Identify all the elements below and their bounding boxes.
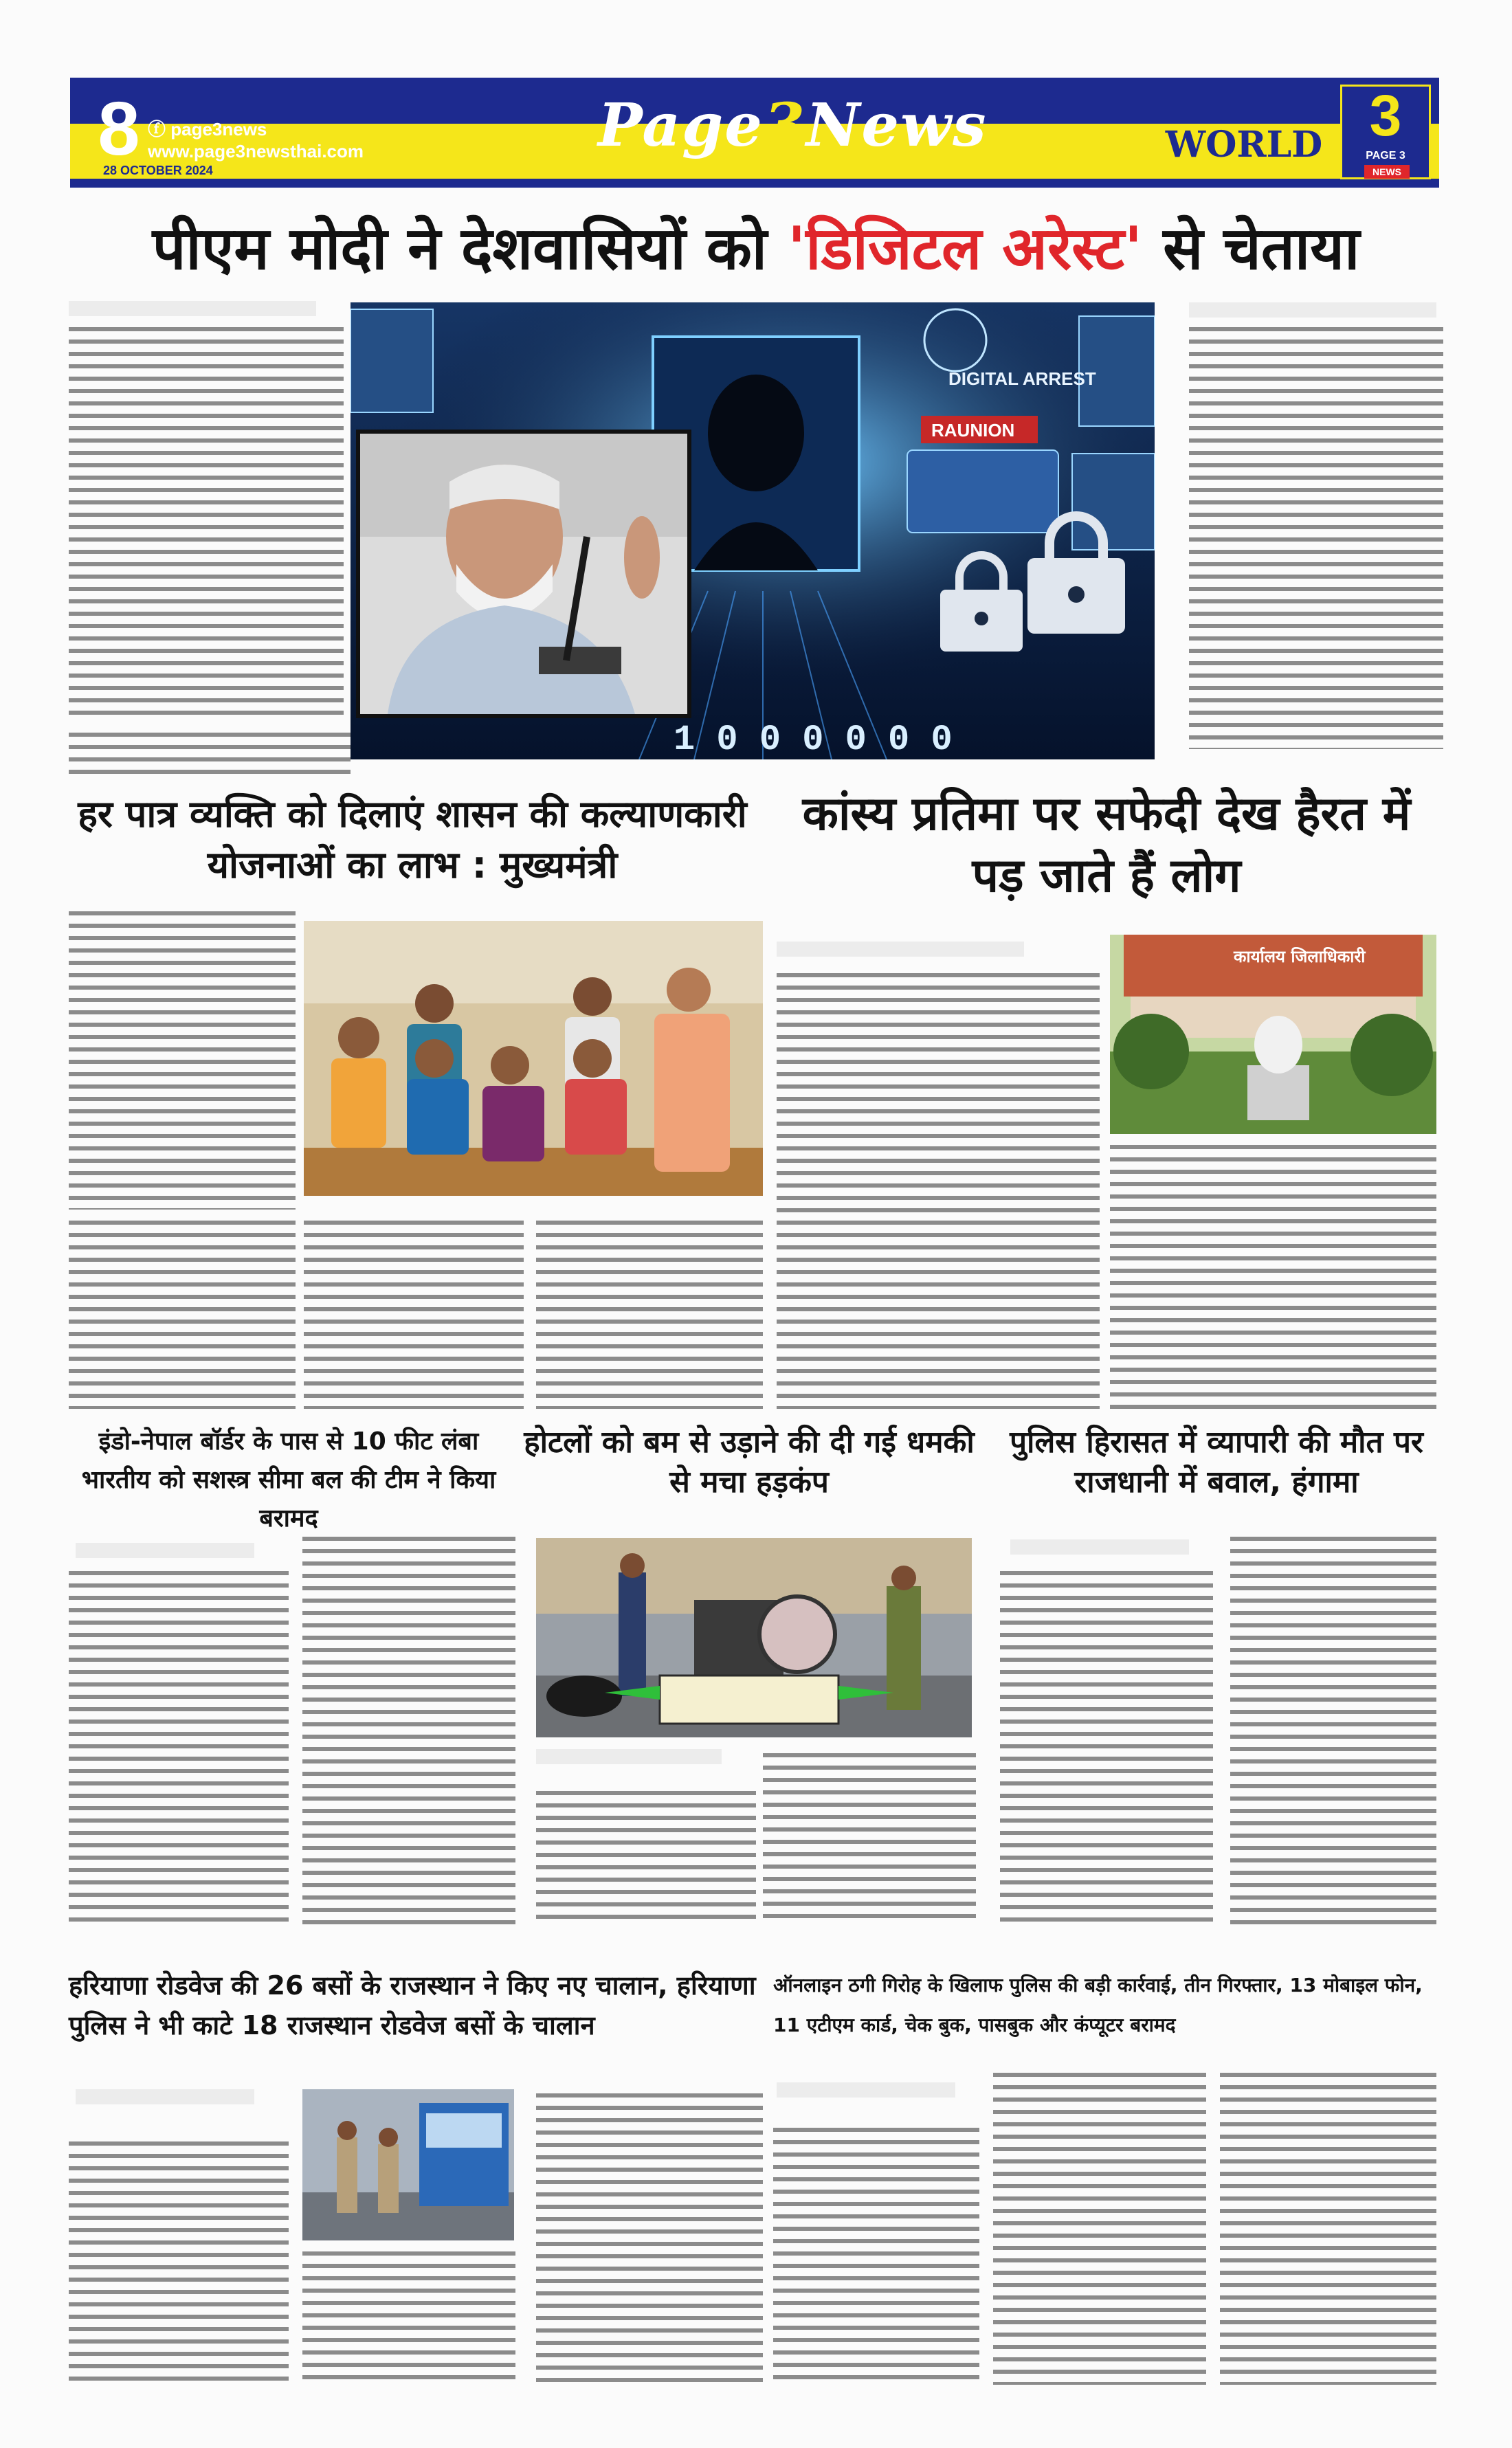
pm-portrait [360, 434, 687, 714]
social-handle: ⓕ page3news [148, 119, 267, 140]
article-text-column [993, 2069, 1206, 2385]
byline [1010, 1539, 1189, 1555]
security-check-illustration [536, 1538, 972, 1737]
byline [1189, 302, 1436, 318]
page-number: 8 [98, 87, 140, 171]
article-text-column [1000, 1567, 1213, 1924]
office-sign: कार्यालय जिलाधिकारी [1234, 947, 1366, 966]
article-text-column [536, 1216, 763, 1409]
badge-text: PAGE 3 [1366, 150, 1405, 162]
article-text-column [777, 969, 1100, 1409]
article-text-column [69, 1216, 296, 1409]
badge-news: NEWS [1364, 165, 1410, 179]
logo-text-left: Page [598, 91, 764, 160]
border-tunnel-headline: इंडो-नेपाल बॉर्डर के पास से 10 फीट लंबा भारतीय को सशस्त्र सीमा बल की टीम ने किया बरामद [81, 1427, 496, 1533]
bus-checkpoint-illustration [302, 2089, 514, 2240]
custody-death-headline: पुलिस हिरासत में व्यापारी की मौत पर राजधानी में बवाल, हंगामा [1010, 1425, 1423, 1500]
article-text-column [763, 1749, 976, 1924]
article-text-column [69, 1567, 289, 1924]
section-label: WORLD [1165, 124, 1323, 166]
byline [76, 1543, 254, 1558]
statue-illustration [1110, 935, 1436, 1134]
logo-three: 3 [763, 91, 806, 160]
byline [69, 301, 316, 316]
newspaper-logo [598, 81, 988, 170]
article-text-column [1110, 1141, 1436, 1409]
article-text-column [69, 907, 296, 1210]
lead-headline-end: से चेताया [1142, 214, 1360, 283]
svg-text:1 0 0 0 0 0 0: 1 0 0 0 0 0 0 [674, 720, 953, 759]
byline [777, 942, 1024, 957]
online-fraud-headline: ऑनलाइन ठगी गिरोह के खिलाफ पुलिस की बड़ी कार्रवाई, तीन गिरफ्तार, 13 मोबाइल फोन, 11 एटीएम कार्ड, चेक बुक, पासबुक और कंप्यूटर बरामद [773, 1974, 1423, 2036]
article-text-column [536, 2089, 763, 2385]
byline [536, 1749, 722, 1764]
bronze-statue-headline: कांस्य प्रतिमा पर सफेदी देख हैरत में पड़ जाते हैं लोग [802, 787, 1411, 903]
logo-text-right: News [805, 91, 988, 160]
article-text-column [69, 728, 351, 777]
meeting-illustration [304, 921, 763, 1196]
byline [777, 2082, 955, 2098]
website-link[interactable]: www.page3newsthai.com [148, 141, 364, 162]
article-text-column [69, 2137, 289, 2385]
hotel-security-photo [536, 1538, 972, 1737]
image-label-digital: DIGITAL ARREST [948, 368, 1096, 389]
image-label-raunion: RAUNION [931, 420, 1015, 441]
lead-headline [69, 206, 1443, 287]
article-text-column [304, 1216, 524, 1409]
article-text-column [69, 323, 344, 722]
issue-date: 28 OCTOBER 2024 [103, 164, 213, 177]
statue-photo [1110, 935, 1436, 1134]
article-text-column [1220, 2069, 1436, 2385]
article-text-column [302, 2247, 515, 2385]
byline [76, 2089, 254, 2104]
bus-police-photo [302, 2089, 514, 2240]
badge-number: 3 [1369, 83, 1402, 148]
article-text-column [1189, 323, 1443, 749]
article-text-column [773, 2124, 979, 2385]
cm-schemes-headline: हर पात्र व्यक्ति को दिलाएं शासन की कल्याणकारी योजनाओं का लाभ : मुख्यमंत्री [78, 792, 747, 887]
lead-headline-start: पीएम मोदी ने देशवासियों को [152, 214, 788, 283]
article-text-column [1230, 1533, 1436, 1924]
article-text-column [302, 1533, 515, 1924]
haryana-buses-headline: हरियाणा रोडवेज की 26 बसों के राजस्थान ने किए नए चालान, हरियाणा पुलिस ने भी काटे 18 राजस्थान रोडवेज बसों के चालान [69, 1970, 756, 2040]
article-text-column [536, 1787, 756, 1924]
lead-headline-highlight: 'डिजिटल अरेस्ट' [787, 214, 1143, 283]
cm-meeting-photo [304, 921, 763, 1196]
hotel-threat-headline: होटलों को बम से उड़ाने की दी गई धमकी से मचा हड़कंप [524, 1425, 975, 1500]
pm-modi-photo [356, 430, 691, 718]
